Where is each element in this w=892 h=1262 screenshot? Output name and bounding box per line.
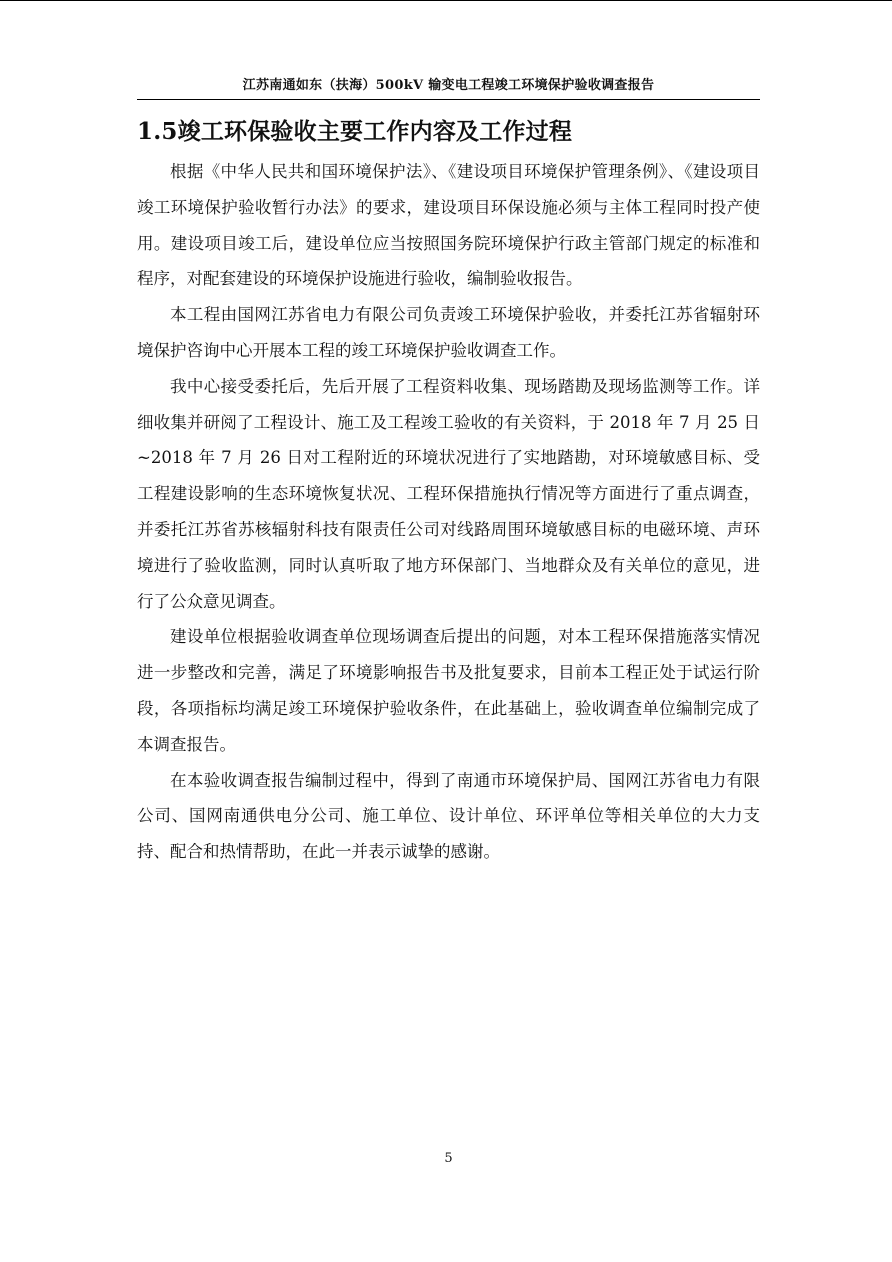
- paragraph: 建设单位根据验收调查单位现场调查后提出的问题，对本工程环保措施落实情况进一步整改和完善，满足了环境影响报告书及批复要求，目前本工程正处于试运行阶段，各项指标均满足竣工环境保护验收条件，在此基础上，验收调查单位编制完成了本调查报告。: [137, 627, 760, 754]
- running-header: 江苏南通如东（扶海）500kV 输变电工程竣工环境保护验收调查报告: [242, 78, 655, 93]
- paragraph: 在本验收调查报告编制过程中，得到了南通市环境保护局、国网江苏省电力有限公司、国网南通供电分公司、施工单位、设计单位、环评单位等相关单位的大力支持、配合和热情帮助，在此一并表示诚挚的感谢。: [137, 770, 760, 862]
- body-text: [137, 154, 760, 870]
- page-number: 5: [444, 1151, 453, 1166]
- page-top-border: [0, 0, 892, 1]
- paragraph: 我中心接受委托后，先后开展了工程资料收集、现场踏勘及现场监测等工作。详细收集并研阅了工程设计、施工及工程竣工验收的有关资料，于 2018 年 7 月 25 日~2018 年 7 月 26 日对工程附近的环境状况进行了实地踏勘，对环境敏感目标、受工程建设影响的生态环境恢复状况、工程环保措施执行情况等方面进行了重点调查，并委托江苏省苏核辐射科技有限责任公司对线路周围环境敏感目标的电磁环境、声环境进行了验收监测，同时认真听取了地方环保部门、当地群众及有关单位的意见，进行了公众意见调查。: [137, 376, 760, 611]
- paragraph: 根据《中华人民共和国环境保护法》、《建设项目环境保护管理条例》、《建设项目竣工环境保护验收暂行办法》的要求，建设项目环保设施必须与主体工程同时投产使用。建设项目竣工后，建设单位应当按照国务院环境保护行政主管部门规定的标准和程序，对配套建设的环境保护设施进行验收，编制验收报告。: [137, 162, 760, 289]
- section-title: 1.5竣工环保验收主要工作内容及工作过程: [137, 118, 573, 145]
- header-rule: [137, 99, 760, 100]
- paragraph: 本工程由国网江苏省电力有限公司负责竣工环境保护验收，并委托江苏省辐射环境保护咨询中心开展本工程的竣工环境保护验收调查工作。: [137, 305, 760, 360]
